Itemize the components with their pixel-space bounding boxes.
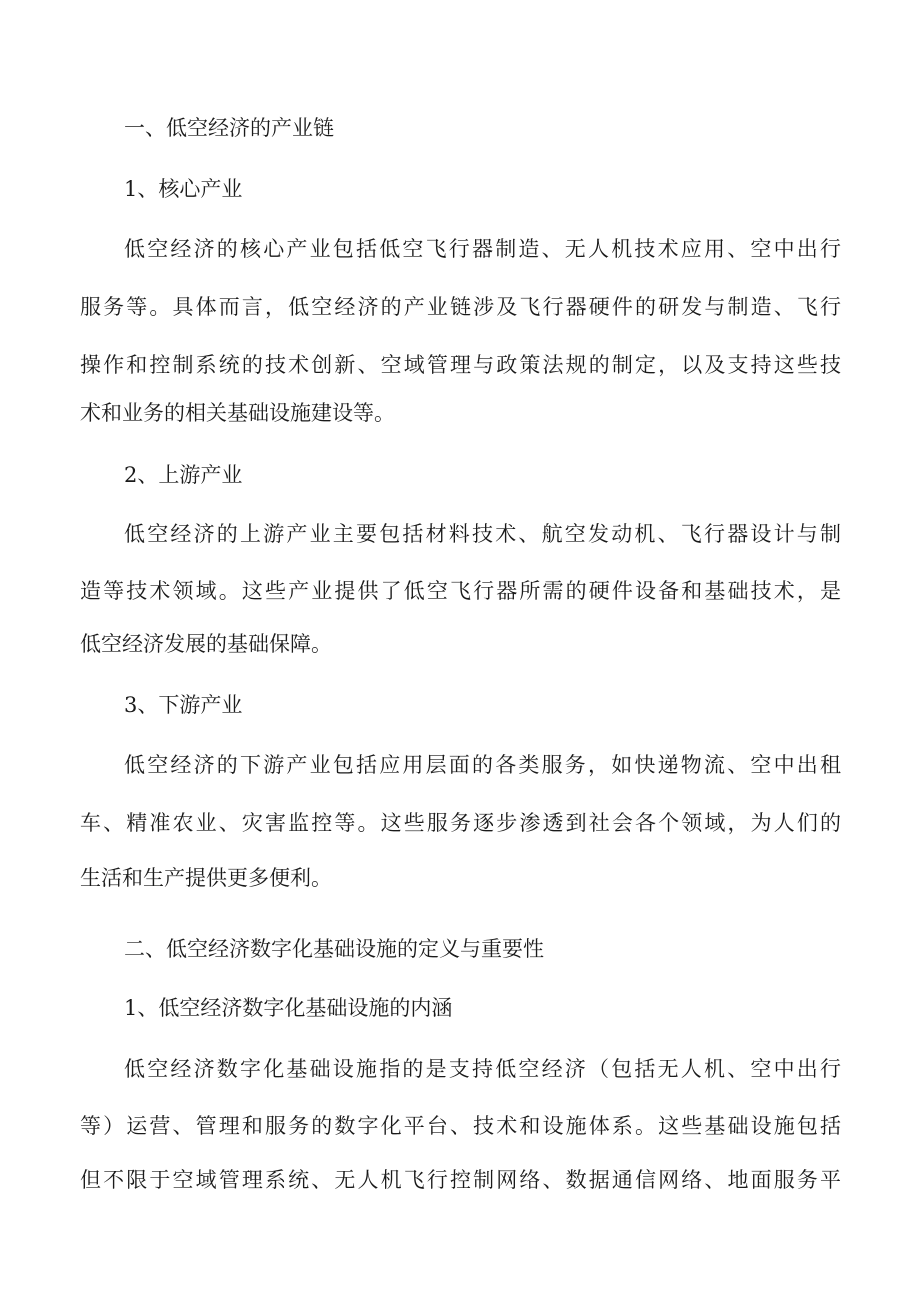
section-heading-2: 二、低空经济数字化基础设施的定义与重要性 xyxy=(124,937,544,961)
paragraph-line: 术和业务的相关基础设施建设等。 xyxy=(80,401,395,425)
subsection-title-core: 1、核心产业 xyxy=(124,177,243,201)
paragraph-line: 等）运营、管理和服务的数字化平台、技术和设施体系。这些基础设施包括 xyxy=(80,1114,841,1138)
paragraph-line: 服务等。具体而言，低空经济的产业链涉及飞行器硬件的研发与制造、飞行 xyxy=(80,295,841,319)
paragraph-line: 操作和控制系统的技术创新、空域管理与政策法规的制定，以及支持这些技 xyxy=(80,353,841,377)
paragraph-line: 生活和生产提供更多便利。 xyxy=(80,866,332,890)
paragraph-line: 低空经济发展的基础保障。 xyxy=(80,632,332,656)
paragraph-line: 车、精准农业、灾害监控等。这些服务逐步渗透到社会各个领域，为人们的 xyxy=(80,811,841,835)
paragraph-line: 低空经济的核心产业包括低空飞行器制造、无人机技术应用、空中出行 xyxy=(124,237,841,261)
subsection-title-downstream: 3、下游产业 xyxy=(124,693,243,717)
paragraph-line: 低空经济的下游产业包括应用层面的各类服务，如快递物流、空中出租 xyxy=(124,753,841,777)
paragraph-line: 造等技术领域。这些产业提供了低空飞行器所需的硬件设备和基础技术，是 xyxy=(80,579,841,603)
section-heading-1: 一、低空经济的产业链 xyxy=(124,116,334,140)
subsection-title-connotation: 1、低空经济数字化基础设施的内涵 xyxy=(124,996,453,1020)
paragraph-line: 低空经济的上游产业主要包括材料技术、航空发动机、飞行器设计与制 xyxy=(124,522,841,546)
paragraph-line: 低空经济数字化基础设施指的是支持低空经济（包括无人机、空中出行 xyxy=(124,1057,841,1081)
subsection-title-upstream: 2、上游产业 xyxy=(124,463,243,487)
paragraph-line: 但不限于空域管理系统、无人机飞行控制网络、数据通信网络、地面服务平 xyxy=(80,1168,841,1192)
